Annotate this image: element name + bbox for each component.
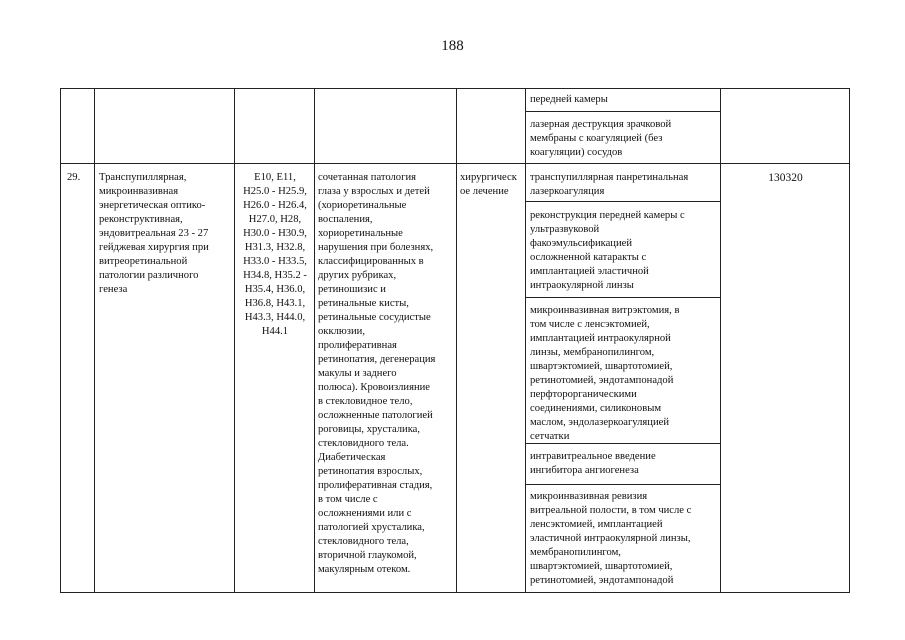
cost-value: 130320: [768, 172, 803, 184]
treatment-type: хирургическ ое лечение: [460, 172, 517, 197]
method-cell: интравитреальное введение ингибитора ангиогенеза: [530, 451, 656, 476]
method-cell: передней камеры: [530, 94, 608, 105]
table-border-bottom: [60, 592, 850, 593]
method-divider: [525, 297, 720, 298]
care-type-name: Транспупиллярная, микроинвазивная энергетическая оптико- реконструктивная, эндовитреальная 23 - 27 гейджевая хирургия при витреоретинальной патологии различного генеза: [99, 172, 209, 295]
method-divider: [525, 484, 720, 485]
row-divider: [60, 163, 850, 164]
method-cell: микроинвазивная ревизия витреальной полости, в том числе с ленсэктомией, имплантацией эластичной интраокулярной линзы, мембранопилингом, швартэктомией, швартотомией, ретинотомией, эндотампонадой: [530, 491, 692, 586]
method-divider: [525, 111, 720, 112]
method-divider: [525, 201, 720, 202]
method-cell: лазерная деструкция зрачковой мембраны с коагуляцией (без коагуляции) сосудов: [530, 119, 672, 158]
method-cell: реконструкция передней камеры с ультразвуковой факоэмульсификацией осложненной катаракты с имплантацией эластичной интраокулярной линзы: [530, 210, 685, 291]
row-number: 29.: [67, 172, 81, 183]
page-number: 188: [441, 38, 464, 54]
patient-model: сочетанная патология глаза у взрослых и детей (хориоретинальные воспаления, хориоретинальные нарушения при болезнях, классифицированных в других рубриках, ретиношизис и ретинальные кисты, ретинальные сосудистые окклюзии, пролиферативная ретинопатия, дегенерация макулы и заднего полюса). Кровоизлияние в стекловидное тело, осложненные патологией роговицы, хрусталика, стекловидного тела. Диабетическая ретинопатия взрослых, пролиферативная стадия, в том числе с осложнениями или с патологией хрусталика, стекловидного тела, вторичной глаукомой, макулярным отеком.: [318, 172, 436, 575]
method-cell: транспупиллярная панретинальная лазеркоагуляция: [530, 172, 689, 197]
method-cell: микроинвазивная витрэктомия, в том числе с ленсэктомией, имплантацией интраокулярной линзы, мембранопилингом, швартэктомией, швартотомией, ретинотомией, эндотампонадой перфторорганическими соединениями, силиконовым маслом, эндолазеркоагуляцией сетчатки: [530, 305, 680, 442]
icd-codes: E10, E11, H25.0 - H25.9, H26.0 - H26.4, H27.0, H28, H30.0 - H30.9, H31.3, H32.8, H33.0 - H33.5, H34.8, H35.2 - H35.4, H36.0, H36.8, H43.1, H43.3, H44.0, H44.1: [243, 172, 307, 337]
table-border-top: [60, 88, 850, 89]
